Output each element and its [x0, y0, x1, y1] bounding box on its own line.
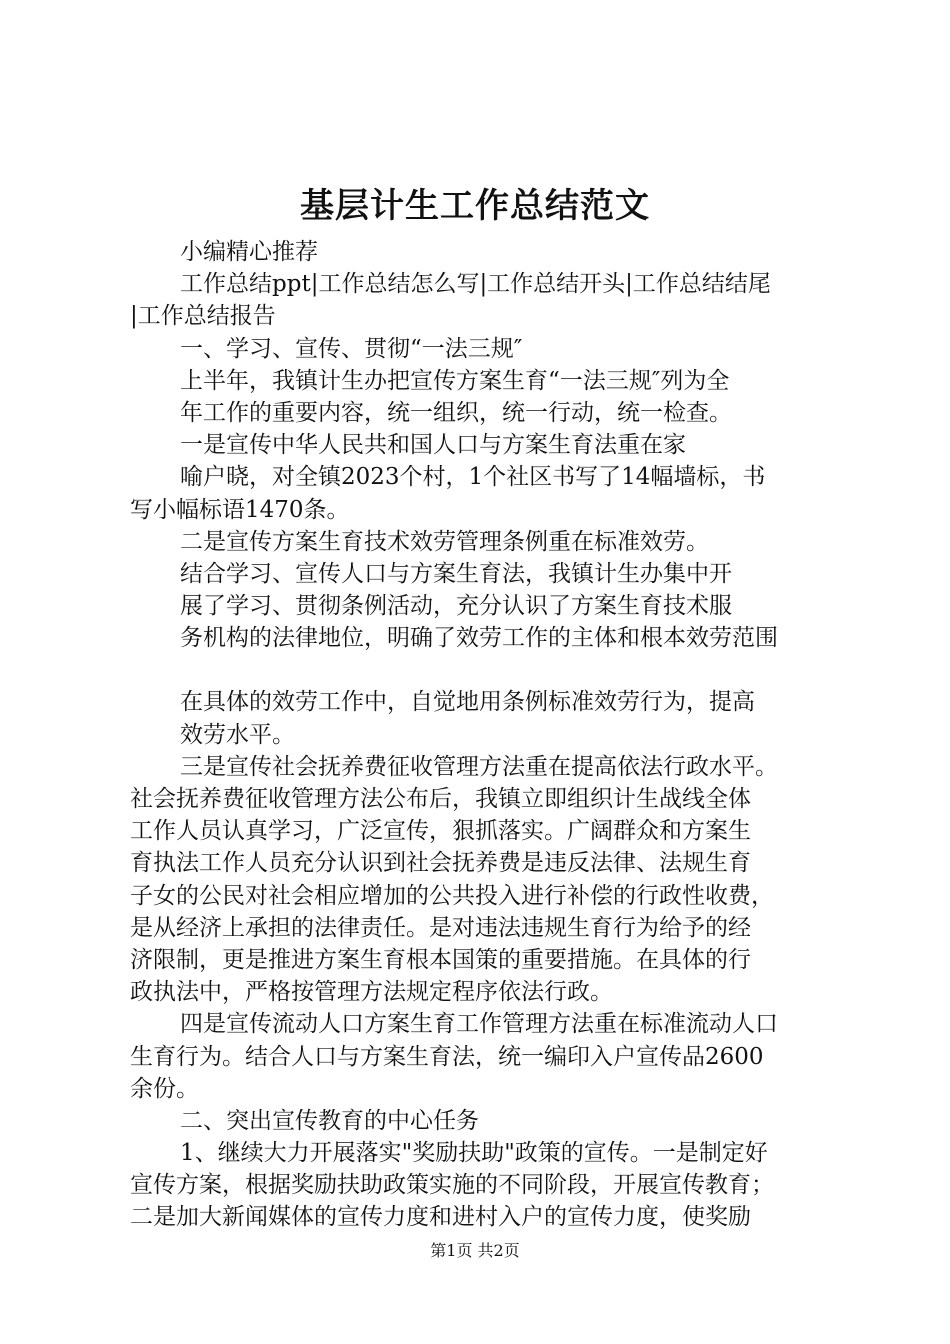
text-line: 政执法中，严格按管理方法规定程序依法行政。	[130, 979, 613, 1006]
paragraph-gap	[130, 654, 835, 686]
text-line: 喻户晓，对全镇2023个村，1个社区书写了14幅墙标，书	[180, 464, 766, 491]
text-line: 1、继续大力开展落实"奖励扶助"政策的宣传。一是制定好	[180, 1140, 768, 1167]
text-line: 余份。	[130, 1075, 199, 1102]
text-line: 写小幅标语1470条。	[130, 496, 350, 523]
text-line: 生育行为。结合人口与方案生育法，统一编印入户宣传品2600	[130, 1043, 764, 1070]
text-line: |工作总结报告	[130, 303, 276, 330]
section-heading: 一、学习、宣传、贯彻“一法三规″	[180, 335, 523, 362]
text-line: 工作总结ppt|工作总结怎么写|工作总结开头|工作总结结尾	[180, 271, 771, 298]
document-title: 基层计生工作总结范文	[300, 186, 650, 226]
text-line: 济限制，更是推进方案生育根本国策的重要措施。在具体的行	[130, 946, 751, 973]
text-line: 年工作的重要内容，统一组织，统一行动，统一检查。	[180, 399, 732, 426]
text-line: 一是宣传中华人民共和国人口与方案生育法重在家	[180, 432, 686, 459]
text-line: 四是宣传流动人口方案生育工作管理方法重在标准流动人口	[180, 1011, 778, 1038]
text-line: 务机构的法律地位，明确了效劳工作的主体和根本效劳范围	[180, 625, 778, 652]
text-line: 结合学习、宣传人口与方案生育法，我镇计生办集中开	[180, 560, 732, 587]
text-line: 效劳水平。	[180, 721, 295, 748]
section-heading: 二、突出宣传教育的中心任务	[180, 1107, 479, 1134]
text-line: 小编精心推荐	[180, 239, 318, 265]
text-line: 展了学习、贯彻条例活动，充分认识了方案生育技术服	[180, 593, 732, 620]
text-line: 二是宣传方案生育技术效劳管理条例重在标准效劳。	[180, 528, 709, 555]
text-line: 在具体的效劳工作中，自觉地用条例标准效劳行为，提高	[180, 689, 755, 716]
text-line: 宣传方案，根据奖励扶助政策实施的不同阶段，开展宣传教育；	[130, 1172, 774, 1199]
text-line: 社会抚养费征收管理方法公布后，我镇立即组织计生战线全体	[130, 786, 751, 812]
text-line: 工作人员认真学习，广泛宣传，狠抓落实。广阔群众和方案生	[130, 818, 751, 845]
text-line: 育执法工作人员充分认识到社会抚养费是违反法律、法规生育	[130, 850, 751, 877]
document-body	[130, 236, 835, 1234]
text-line: 二是加大新闻媒体的宣传力度和进村入户的宣传力度，使奖励	[130, 1204, 751, 1231]
text-line: 子女的公民对社会相应增加的公共投入进行补偿的行政性收费，	[130, 882, 774, 909]
page-footer: 第1页 共2页	[430, 1241, 520, 1260]
text-line: 三是宣传社会抚养费征收管理方法重在提高依法行政水平。	[180, 753, 778, 780]
text-line: 上半年，我镇计生办把宣传方案生育“一法三规″列为全	[180, 367, 730, 394]
text-line: 是从经济上承担的法律责任。是对违法违规生育行为给予的经	[130, 914, 751, 941]
